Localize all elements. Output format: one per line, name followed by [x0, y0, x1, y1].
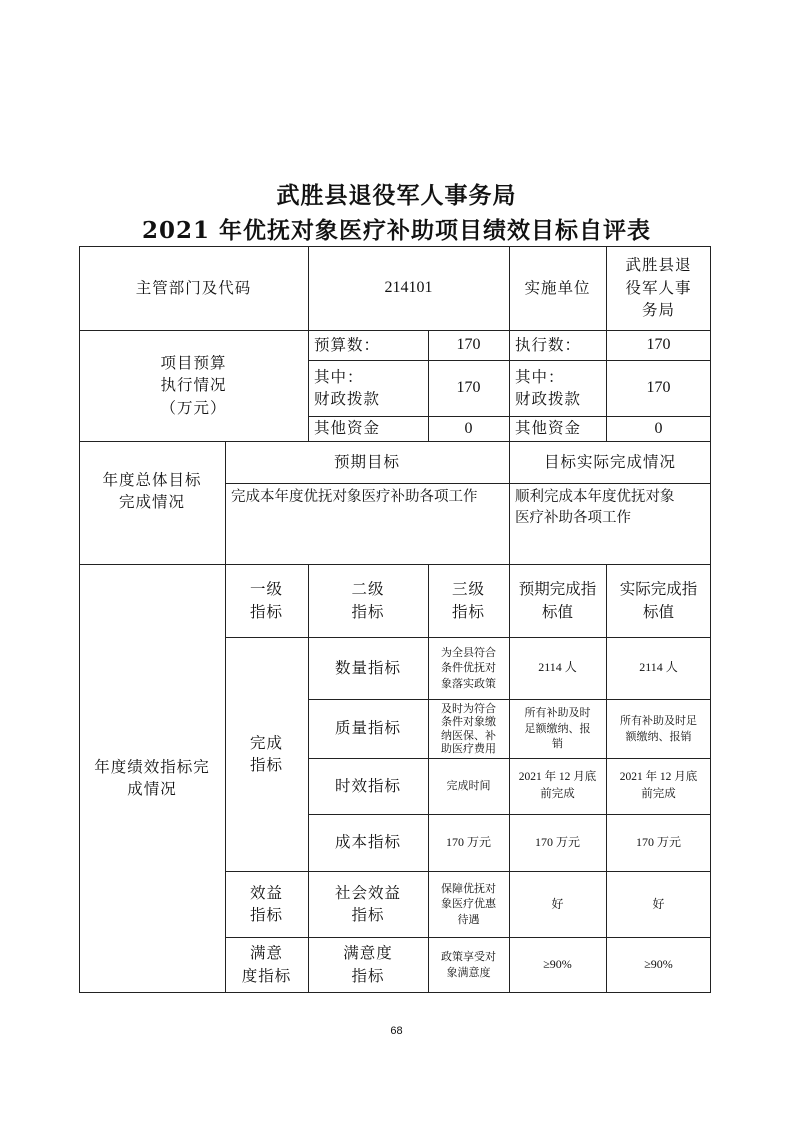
- table-row-actual: 好: [652, 896, 665, 911]
- actual-goal-text: 顺利完成本年度优抚对象 医疗补助各项工作: [515, 489, 675, 527]
- fiscal-budget-label: 其中： 财政拨款: [314, 367, 381, 408]
- table-row-l3: 政策享受对 象满意度: [441, 950, 496, 979]
- fiscal-exec-label: 其中： 财政拨款: [515, 367, 582, 408]
- table-row-actual: 2021 年 12 月底 前完成: [619, 771, 698, 800]
- expected-goal-text: 完成本年度优抚对象医疗补助各项工作: [231, 489, 478, 505]
- impl-label: 实施单位: [524, 278, 591, 297]
- group-completion: 完成 指标: [249, 733, 283, 774]
- expected-goal-header: 预期目标: [333, 452, 400, 471]
- dept-code: 214101: [384, 279, 433, 297]
- budget-label: 项目预算 执行情况 （万元）: [160, 353, 227, 417]
- group-satisfaction: 满意 度指标: [241, 944, 292, 985]
- table-row-actual: 所有补助及时足 额缴纳、报销: [620, 714, 697, 743]
- table-row-l2: 成本指标: [334, 833, 401, 852]
- exec-amount-label: 执行数：: [515, 335, 582, 354]
- table-row-l2: 满意度 指标: [343, 944, 393, 985]
- other-budget-label: 其他资金: [314, 419, 381, 438]
- table-row-l2: 时效指标: [334, 776, 401, 795]
- group-benefit: 效益 指标: [249, 883, 283, 924]
- table-row-l3: 完成时间: [446, 779, 491, 793]
- budget-amount-label: 预算数：: [314, 335, 381, 354]
- table-row-expected: 170 万元: [534, 834, 580, 849]
- table-row-actual: 2114 人: [639, 660, 678, 675]
- dept-label: 主管部门及代码: [135, 278, 252, 297]
- other-exec-value: 0: [654, 419, 663, 437]
- col-header-actual: 实际完成指 标值: [619, 580, 698, 621]
- exec-amount-value: 170: [646, 336, 671, 354]
- page-number: 68: [390, 1025, 403, 1037]
- table-row-l3: 170 万元: [445, 834, 491, 849]
- table-row-expected: 2021 年 12 月底 前完成: [518, 771, 597, 800]
- fiscal-budget-value: 170: [456, 379, 481, 397]
- table-row-l2: 质量指标: [334, 719, 401, 738]
- col-header-expected: 预期完成指 标值: [518, 580, 597, 621]
- col-header-l3: 三级 指标: [451, 580, 485, 621]
- table-row-expected: 好: [551, 896, 564, 911]
- table-row-actual: 170 万元: [635, 834, 681, 849]
- table-row-l3: 及时为符合 条件对象缴 纳医保、补 助医疗费用: [441, 702, 496, 755]
- budget-amount-value: 170: [456, 336, 481, 354]
- table-row-l3: 保障优抚对 象医疗优惠 待遇: [441, 881, 496, 926]
- table-row-l2: 社会效益 指标: [334, 883, 401, 924]
- table-row-expected: ≥90%: [543, 956, 572, 971]
- table-row-expected: 2114 人: [538, 660, 577, 675]
- other-budget-value: 0: [464, 419, 473, 437]
- fiscal-exec-value: 170: [646, 379, 671, 397]
- table-row-l3: 为全县符合 条件优抚对 象落实政策: [441, 645, 496, 690]
- table-row-actual: ≥90%: [644, 956, 673, 971]
- document-title-line2: 2021 年优抚对象医疗补助项目绩效目标自评表: [141, 217, 652, 244]
- actual-goal-header: 目标实际完成情况: [543, 452, 676, 471]
- evaluation-table: [79, 246, 711, 993]
- impl-value: 武胜县退 役军人事 务局: [625, 256, 692, 320]
- table-row-l2: 数量指标: [334, 658, 401, 677]
- other-exec-label: 其他资金: [515, 419, 582, 438]
- document-title-line1: 武胜县退役军人事务局: [276, 182, 517, 209]
- annual-goal-label: 年度总体目标 完成情况: [102, 471, 202, 512]
- performance-label: 年度绩效指标完 成情况: [94, 757, 210, 798]
- col-header-l2: 二级 指标: [351, 580, 385, 621]
- table-row-expected: 所有补助及时 足额缴纳、报 销: [524, 706, 591, 751]
- col-header-l1: 一级 指标: [249, 580, 283, 621]
